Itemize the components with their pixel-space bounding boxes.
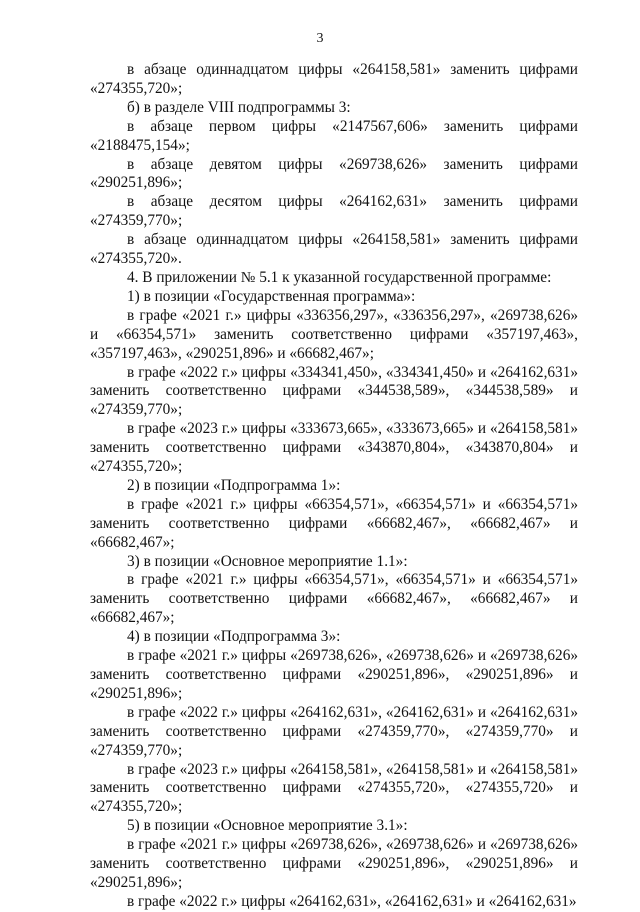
paragraph: б) в разделе VIII подпрограммы 3: — [127, 98, 351, 116]
page-number: 3 — [316, 31, 324, 46]
paragraph: в графе «2021 г.» цифры «66354,571», «66354,571» и «66354,571» заменить соответственно цифрами «66682,467», «66682,467» и «66682,467»; — [90, 495, 578, 551]
paragraph: в графе «2023 г.» цифры «264158,581», «264158,581» и «264158,581» заменить соответственно цифрами «274355,720», «274355,720» и «274355,720»; — [90, 760, 578, 816]
paragraph: в графе «2021 г.» цифры «336356,297», «336356,297», «269738,626» и «66354,571» заменить соответственно цифрами «357197,463», «357197,463», «290251,896» и «66682,467»; — [90, 306, 578, 362]
paragraph: в графе «2021 г.» цифры «269738,626», «269738,626» и «269738,626» заменить соответственно цифрами «290251,896», «290251,896» и «290251,896»; — [90, 836, 578, 891]
paragraph: в графе «2022 г.» цифры «264162,631», «264162,631» и «264162,631» заменить соответственно цифрами «274359,770», «274359,770» и «274359,770»; — [90, 703, 578, 759]
paragraph: 4. В приложении № 5.1 к указанной государственной программе: — [127, 268, 552, 286]
paragraph: в абзаце первом цифры «2147567,606» заменить цифрами «2188475,154»; — [90, 117, 578, 154]
paragraph: в абзаце одиннадцатом цифры «264158,581» заменить цифрами «274355,720». — [90, 231, 578, 268]
paragraph: в графе «2022 г.» цифры «264162,631», «264162,631» и «264162,631» — [127, 892, 577, 910]
paragraph: в графе «2023 г.» цифры «333673,665», «333673,665» и «264158,581» заменить соответственно цифрами «343870,804», «343870,804» и «274355,720»; — [90, 420, 578, 476]
paragraph: в графе «2022 г.» цифры «334341,450», «334341,450» и «264162,631» заменить соответственно цифрами «344538,589», «344538,589» и «274359,770»; — [90, 363, 578, 419]
paragraph: 2) в позиции «Подпрограмма 1»: — [127, 476, 341, 494]
document-body — [90, 61, 578, 912]
paragraph: 1) в позиции «Государственная программа»: — [127, 287, 416, 305]
paragraph: в абзаце девятом цифры «269738,626» заменить цифрами «290251,896»; — [90, 155, 578, 192]
paragraph: 4) в позиции «Подпрограмма 3»: — [127, 628, 341, 646]
paragraph: в графе «2021 г.» цифры «269738,626», «269738,626» и «269738,626» заменить соответственно цифрами «290251,896», «290251,896» и «290251,896»; — [90, 647, 578, 702]
paragraph: в графе «2021 г.» цифры «66354,571», «66354,571» и «66354,571» заменить соответственно цифрами «66682,467», «66682,467» и «66682,467»; — [90, 571, 578, 627]
paragraph: 5) в позиции «Основное мероприятие 3.1»: — [127, 817, 408, 835]
paragraph: в абзаце десятом цифры «264162,631» заменить цифрами «274359,770»; — [90, 193, 578, 230]
paragraph: 3) в позиции «Основное мероприятие 1.1»: — [127, 552, 408, 570]
paragraph: в абзаце одиннадцатом цифры «264158,581» заменить цифрами «274355,720»; — [90, 61, 578, 97]
